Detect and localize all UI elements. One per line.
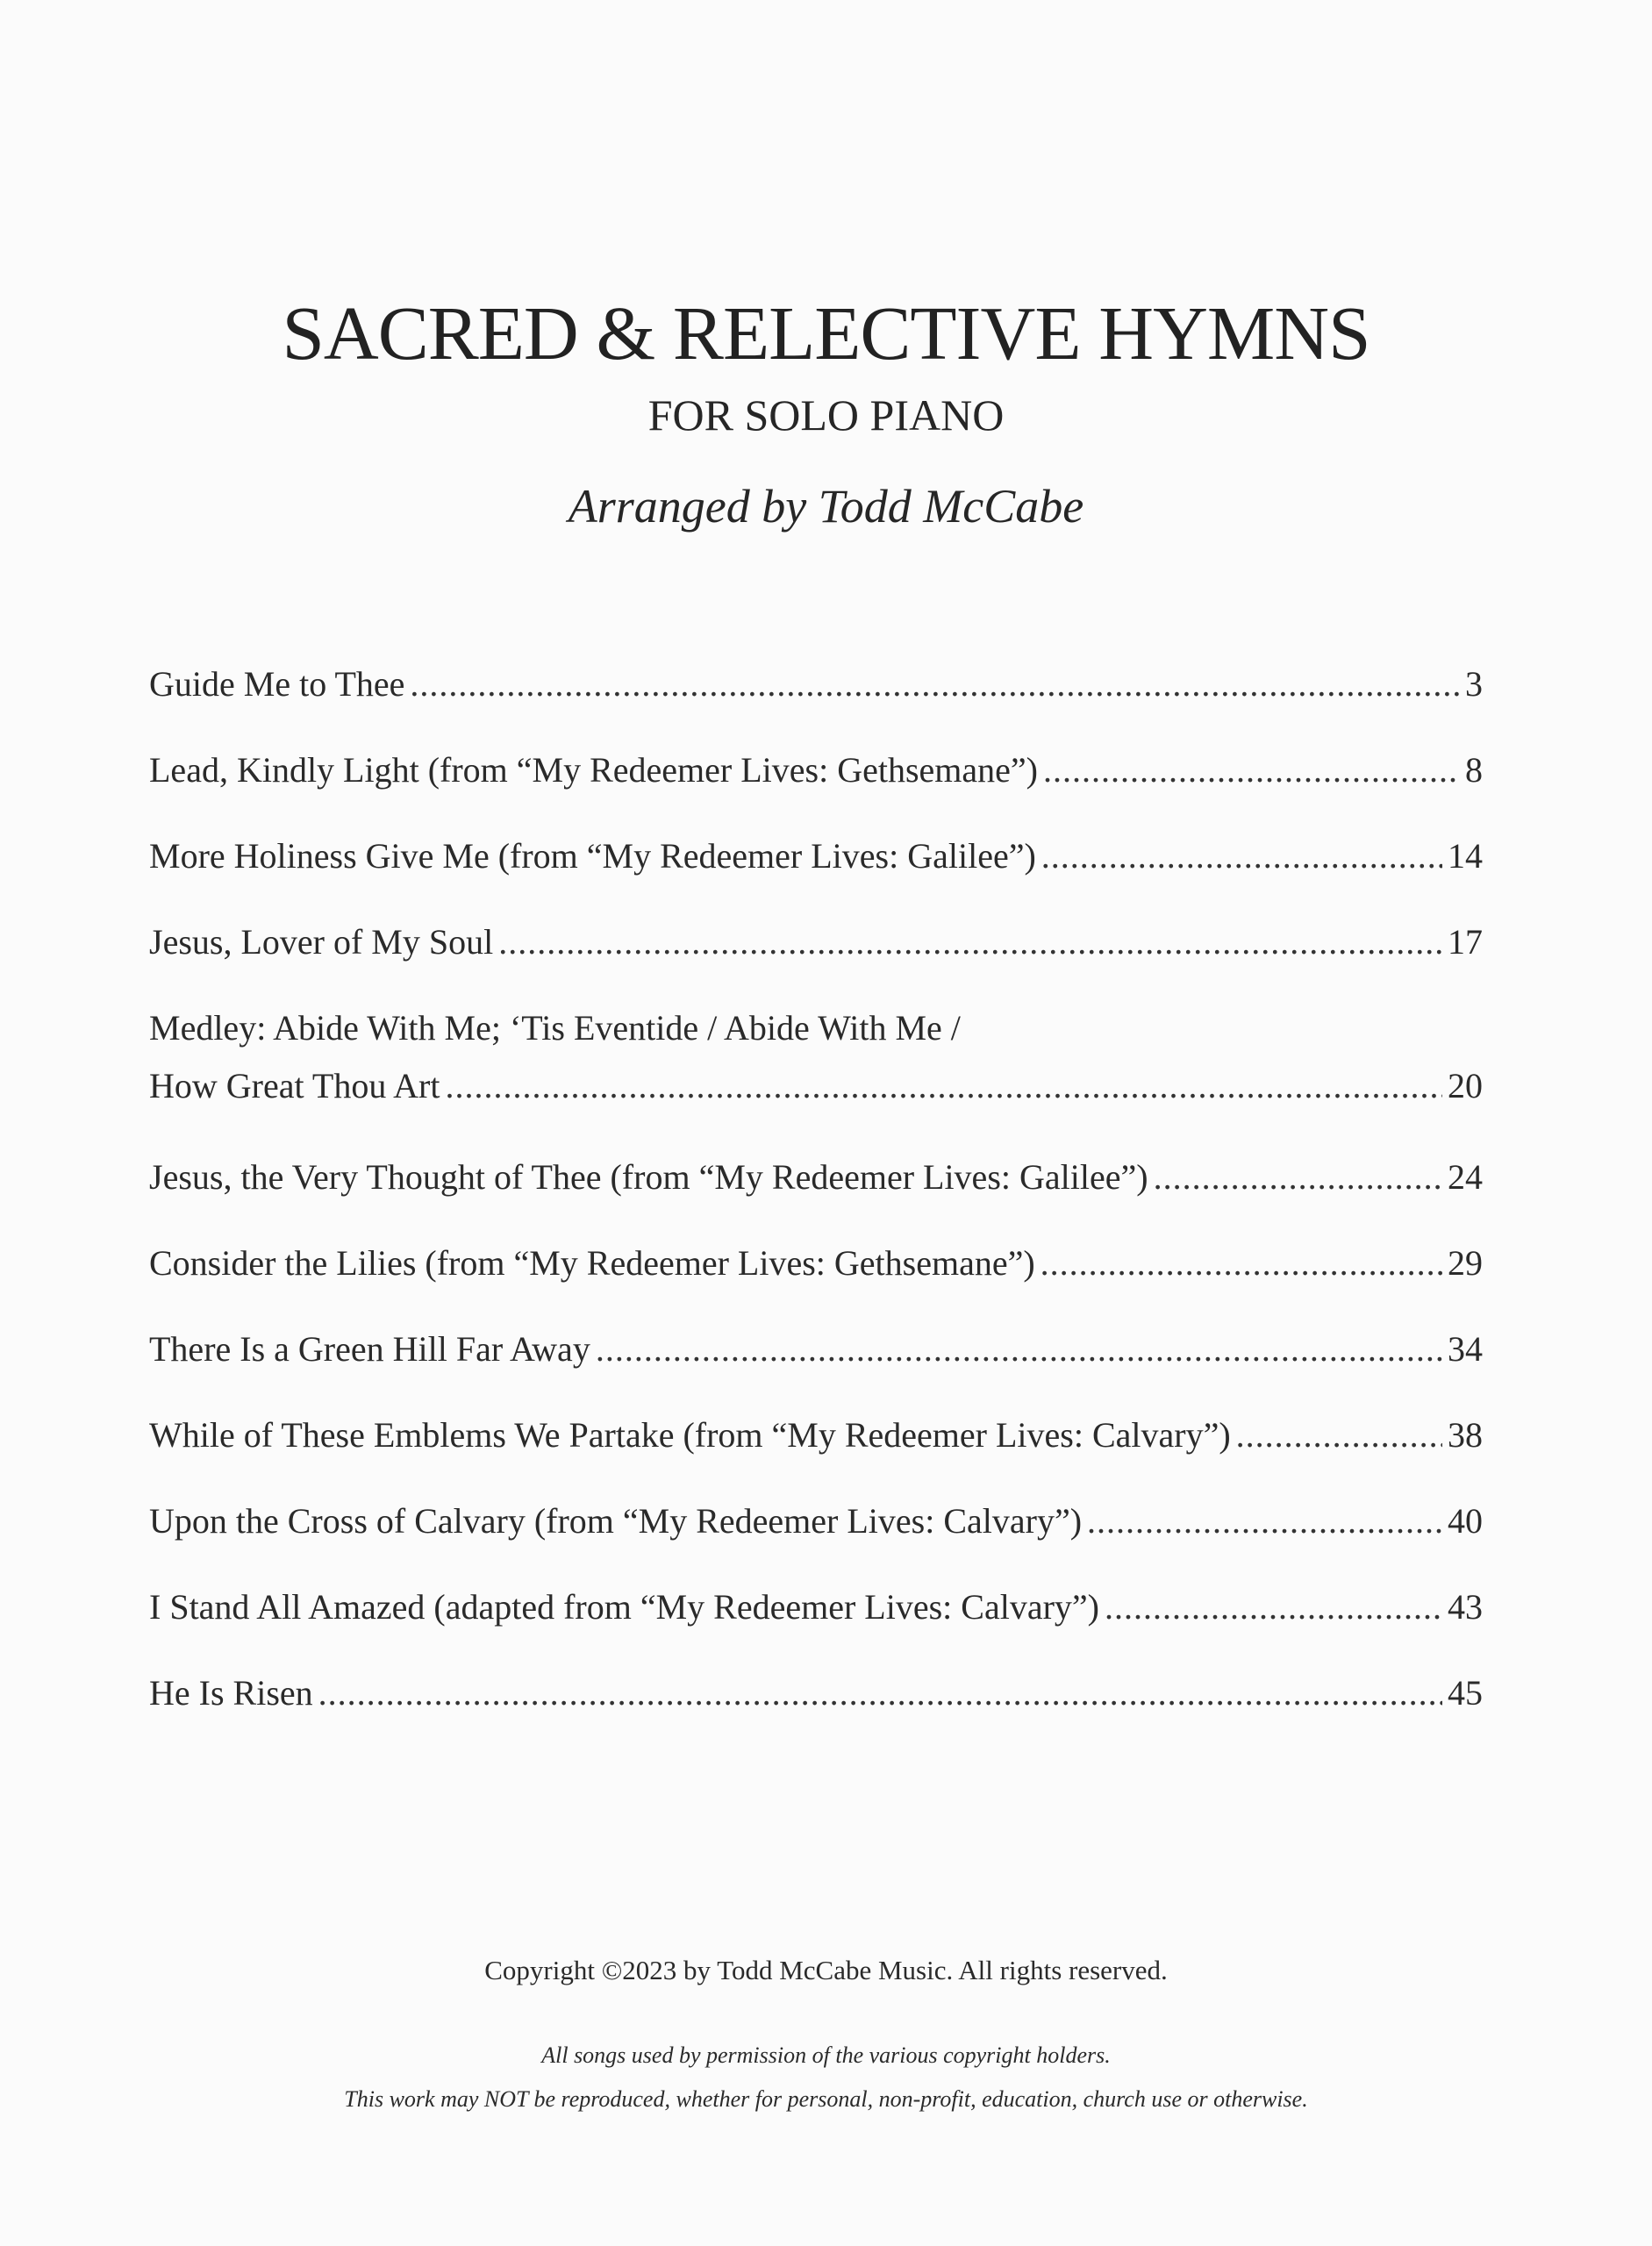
book-subtitle: FOR SOLO PIANO <box>647 390 1005 440</box>
toc-leader-dots <box>1041 1246 1442 1281</box>
toc-leader-dots <box>596 1332 1442 1367</box>
toc-entry-title: More Holiness Give Me (from “My Redeemer Lives: Galilee”) <box>149 836 1036 876</box>
copyright-notice: Copyright ©2023 by Todd McCabe Music. All rights reserved. <box>484 1955 1168 1985</box>
toc-entry-title: There Is a Green Hill Far Away <box>149 1329 590 1369</box>
toc-entry <box>149 1243 1483 1283</box>
toc-entry <box>149 1587 1483 1627</box>
toc-entry-page: 20 <box>1448 1066 1483 1105</box>
toc-entry-title: Jesus, Lover of My Soul <box>149 922 494 962</box>
toc-entry-page: 34 <box>1448 1329 1483 1369</box>
toc-entry <box>149 1501 1483 1541</box>
reproduction-notice: This work may NOT be reproduced, whether for personal, non-profit, education, church use or otherwise. <box>344 2086 1308 2112</box>
toc-entry <box>149 1157 1483 1197</box>
book-title: SACRED & RELECTIVE HYMNS <box>282 290 1370 376</box>
toc-entry-title: Lead, Kindly Light (from “My Redeemer Lives: Gethsemane”) <box>149 750 1038 790</box>
toc-entry <box>149 664 1483 704</box>
toc-entry-title: He Is Risen <box>149 1673 313 1713</box>
toc-entry-title: Guide Me to Thee <box>149 664 405 704</box>
toc-entry-title: I Stand All Amazed (adapted from “My Redeemer Lives: Calvary”) <box>149 1587 1099 1627</box>
toc-entry-page: 29 <box>1448 1243 1483 1283</box>
toc-entry-page: 40 <box>1448 1501 1483 1541</box>
toc-leader-dots <box>498 925 1442 960</box>
toc-leader-dots <box>1087 1504 1442 1539</box>
toc-entry-page: 14 <box>1448 836 1483 876</box>
toc-entry <box>149 922 1483 962</box>
toc-entry-title: Jesus, the Very Thought of Thee (from “My Redeemer Lives: Galilee”) <box>149 1157 1148 1197</box>
toc-entry-title: Upon the Cross of Calvary (from “My Redeemer Lives: Calvary”) <box>149 1501 1083 1541</box>
toc-entry <box>149 1415 1483 1455</box>
toc-entry-page: 3 <box>1465 664 1483 704</box>
toc-entry-page: 45 <box>1448 1673 1483 1713</box>
toc-leader-dots <box>445 1069 1442 1104</box>
toc-leader-dots <box>1043 753 1460 788</box>
toc-entry-page: 17 <box>1448 922 1483 962</box>
toc-leader-dots <box>318 1676 1442 1711</box>
toc-entry-title: While of These Emblems We Partake (from “My Redeemer Lives: Calvary”) <box>149 1415 1231 1455</box>
toc-entry <box>149 1673 1483 1713</box>
toc-entry-title: How Great Thou Art <box>149 1066 440 1105</box>
toc-leader-dots <box>1041 839 1442 874</box>
toc-leader-dots <box>410 667 1460 702</box>
toc-leader-dots <box>1105 1590 1442 1625</box>
toc-entry <box>149 750 1483 790</box>
toc-entry-title-line1: Medley: Abide With Me; ‘Tis Eventide / Abide With Me / <box>149 1008 961 1048</box>
toc-entry-medley <box>149 1008 1483 1105</box>
toc-entry-page: 24 <box>1448 1157 1483 1197</box>
arranger-credit: Arranged by Todd McCabe <box>568 480 1084 533</box>
toc-entry-page: 43 <box>1448 1587 1483 1627</box>
toc-entry-page: 38 <box>1448 1415 1483 1455</box>
toc-entry-title: Consider the Lilies (from “My Redeemer Lives: Gethsemane”) <box>149 1243 1035 1283</box>
toc-entry <box>149 1329 1483 1369</box>
toc-leader-dots <box>1236 1418 1442 1453</box>
toc-entry <box>149 836 1483 876</box>
toc-leader-dots <box>1154 1160 1442 1195</box>
permission-notice: All songs used by permission of the various copyright holders. <box>541 2042 1111 2068</box>
toc-entry-page: 8 <box>1465 750 1483 790</box>
